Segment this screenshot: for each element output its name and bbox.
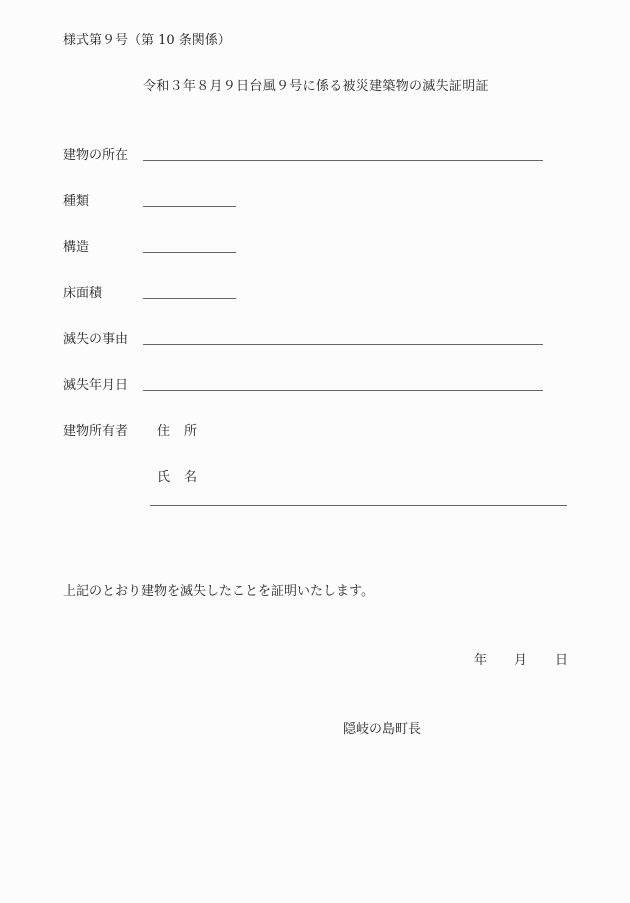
date-year: 年: [474, 653, 488, 668]
owner-line[interactable]: [150, 505, 567, 506]
form-number: 様式第９号（第 10 条関係）: [63, 33, 231, 48]
field-label-structure: 構造: [63, 240, 90, 255]
signer: 隠岐の島町長: [343, 722, 422, 737]
field-line-loss-reason[interactable]: [143, 344, 543, 345]
field-line-type[interactable]: [143, 206, 236, 207]
field-line-location[interactable]: [143, 160, 543, 161]
owner-label: 建物所有者: [63, 424, 129, 439]
date-day: 日: [555, 653, 569, 668]
owner-name-label: 氏名: [157, 470, 212, 485]
field-line-floor-area[interactable]: [143, 298, 236, 299]
owner-address-label: 住所: [157, 424, 212, 439]
document-title: 令和３年８月９日台風９号に係る被災建築物の滅失証明証: [143, 79, 489, 94]
date-month: 月: [514, 653, 528, 668]
field-label-location: 建物の所在: [63, 148, 129, 163]
field-line-loss-date[interactable]: [143, 390, 543, 391]
field-label-floor-area: 床面積: [63, 286, 103, 301]
certification-statement: 上記のとおり建物を滅失したことを証明いたします。: [63, 584, 374, 599]
field-line-structure[interactable]: [143, 252, 236, 253]
field-label-loss-date: 滅失年月日: [63, 378, 129, 393]
field-label-loss-reason: 滅失の事由: [63, 332, 129, 347]
field-label-type: 種類: [63, 194, 90, 209]
